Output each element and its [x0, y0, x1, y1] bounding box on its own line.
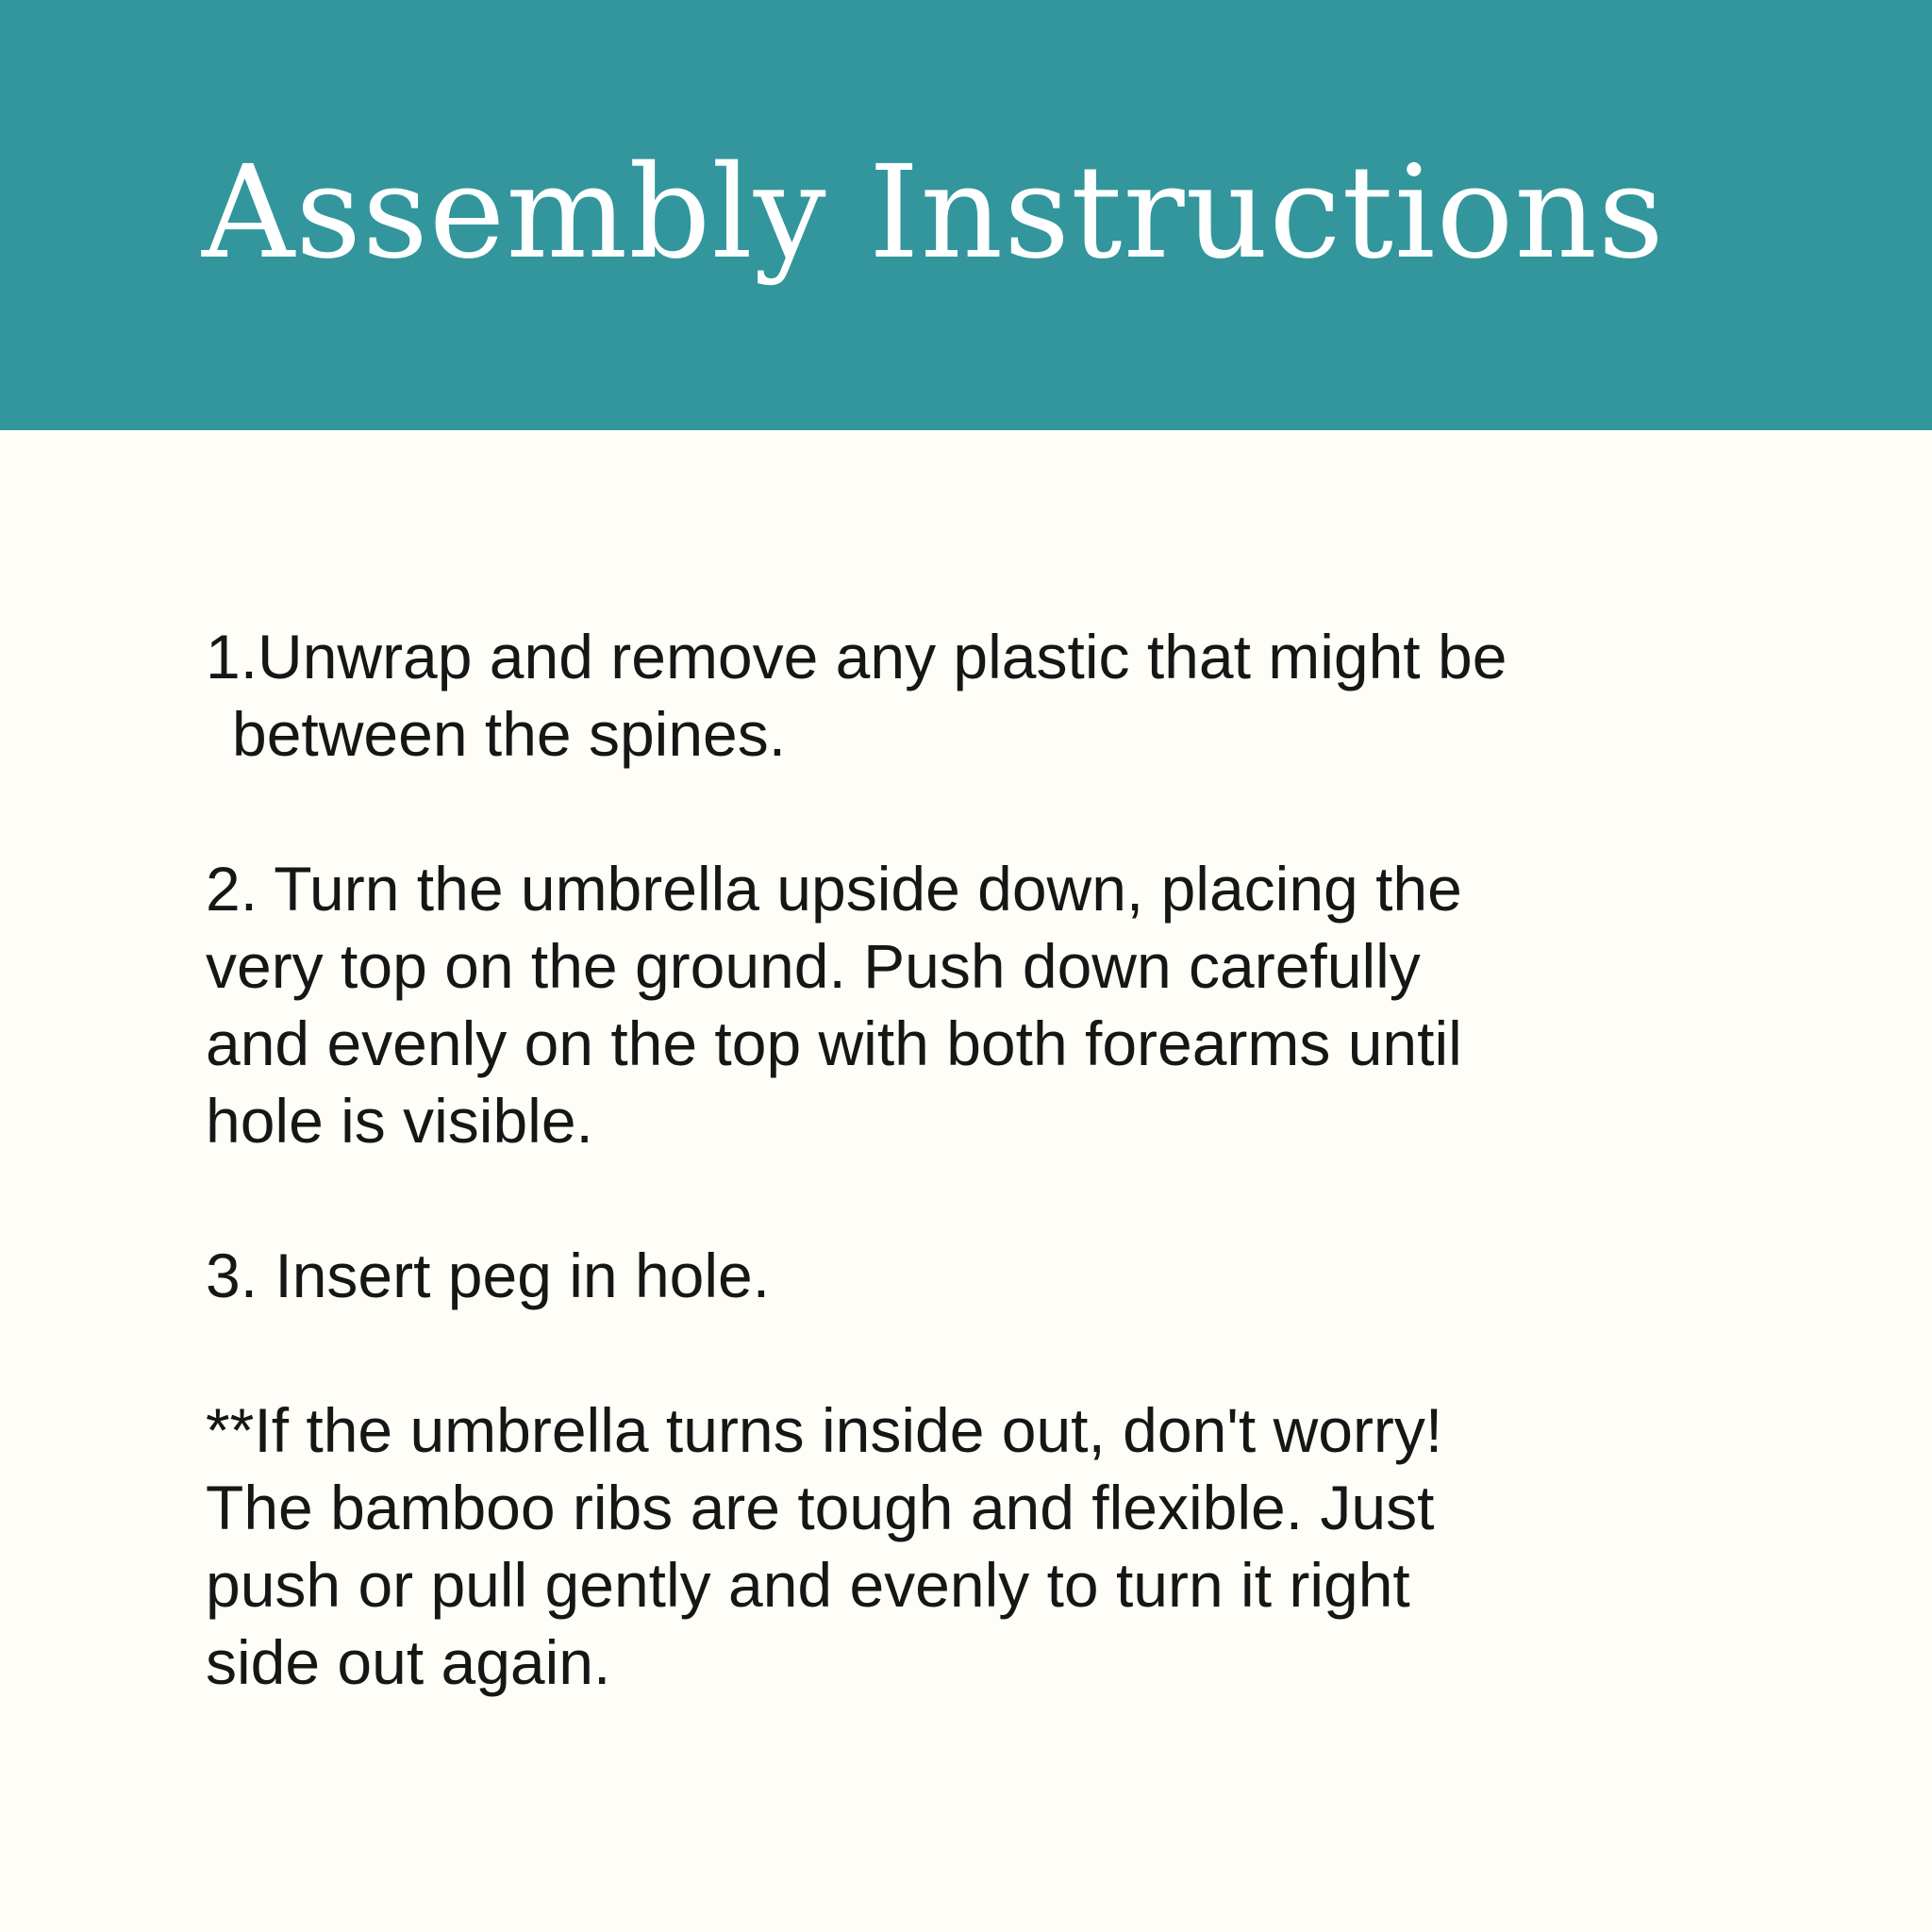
- note-line-2: The bamboo ribs are tough and flexible. Just: [206, 1473, 1435, 1542]
- note-line-1: **If the umbrella turns inside out, don't worry!: [206, 1395, 1443, 1465]
- step-3: [206, 1237, 1753, 1314]
- instructions-body: [206, 618, 1753, 1701]
- note: [206, 1391, 1753, 1701]
- note-line-4: side out again.: [206, 1627, 611, 1697]
- header-banner: [0, 0, 1932, 430]
- step-2: [206, 850, 1753, 1159]
- spacer: [206, 773, 1753, 850]
- spacer: [206, 1314, 1753, 1391]
- step-1-line-2: between the spines.: [232, 699, 787, 769]
- step-1-line-1: 1.Unwrap and remove any plastic that might be: [206, 622, 1507, 691]
- step-2-line-3: and evenly on the top with both forearms until: [206, 1008, 1462, 1078]
- spacer: [206, 1159, 1753, 1237]
- step-2-line-4: hole is visible.: [206, 1086, 593, 1156]
- note-line-3: push or pull gently and evenly to turn it right: [206, 1550, 1410, 1620]
- step-1: [206, 618, 1753, 773]
- step-2-line-2: very top on the ground. Push down carefully: [206, 931, 1421, 1001]
- step-3-line-1: 3. Insert peg in hole.: [206, 1241, 771, 1310]
- page-title: Assembly Instructions: [202, 139, 1665, 288]
- step-2-line-1: 2. Turn the umbrella upside down, placing the: [206, 854, 1462, 924]
